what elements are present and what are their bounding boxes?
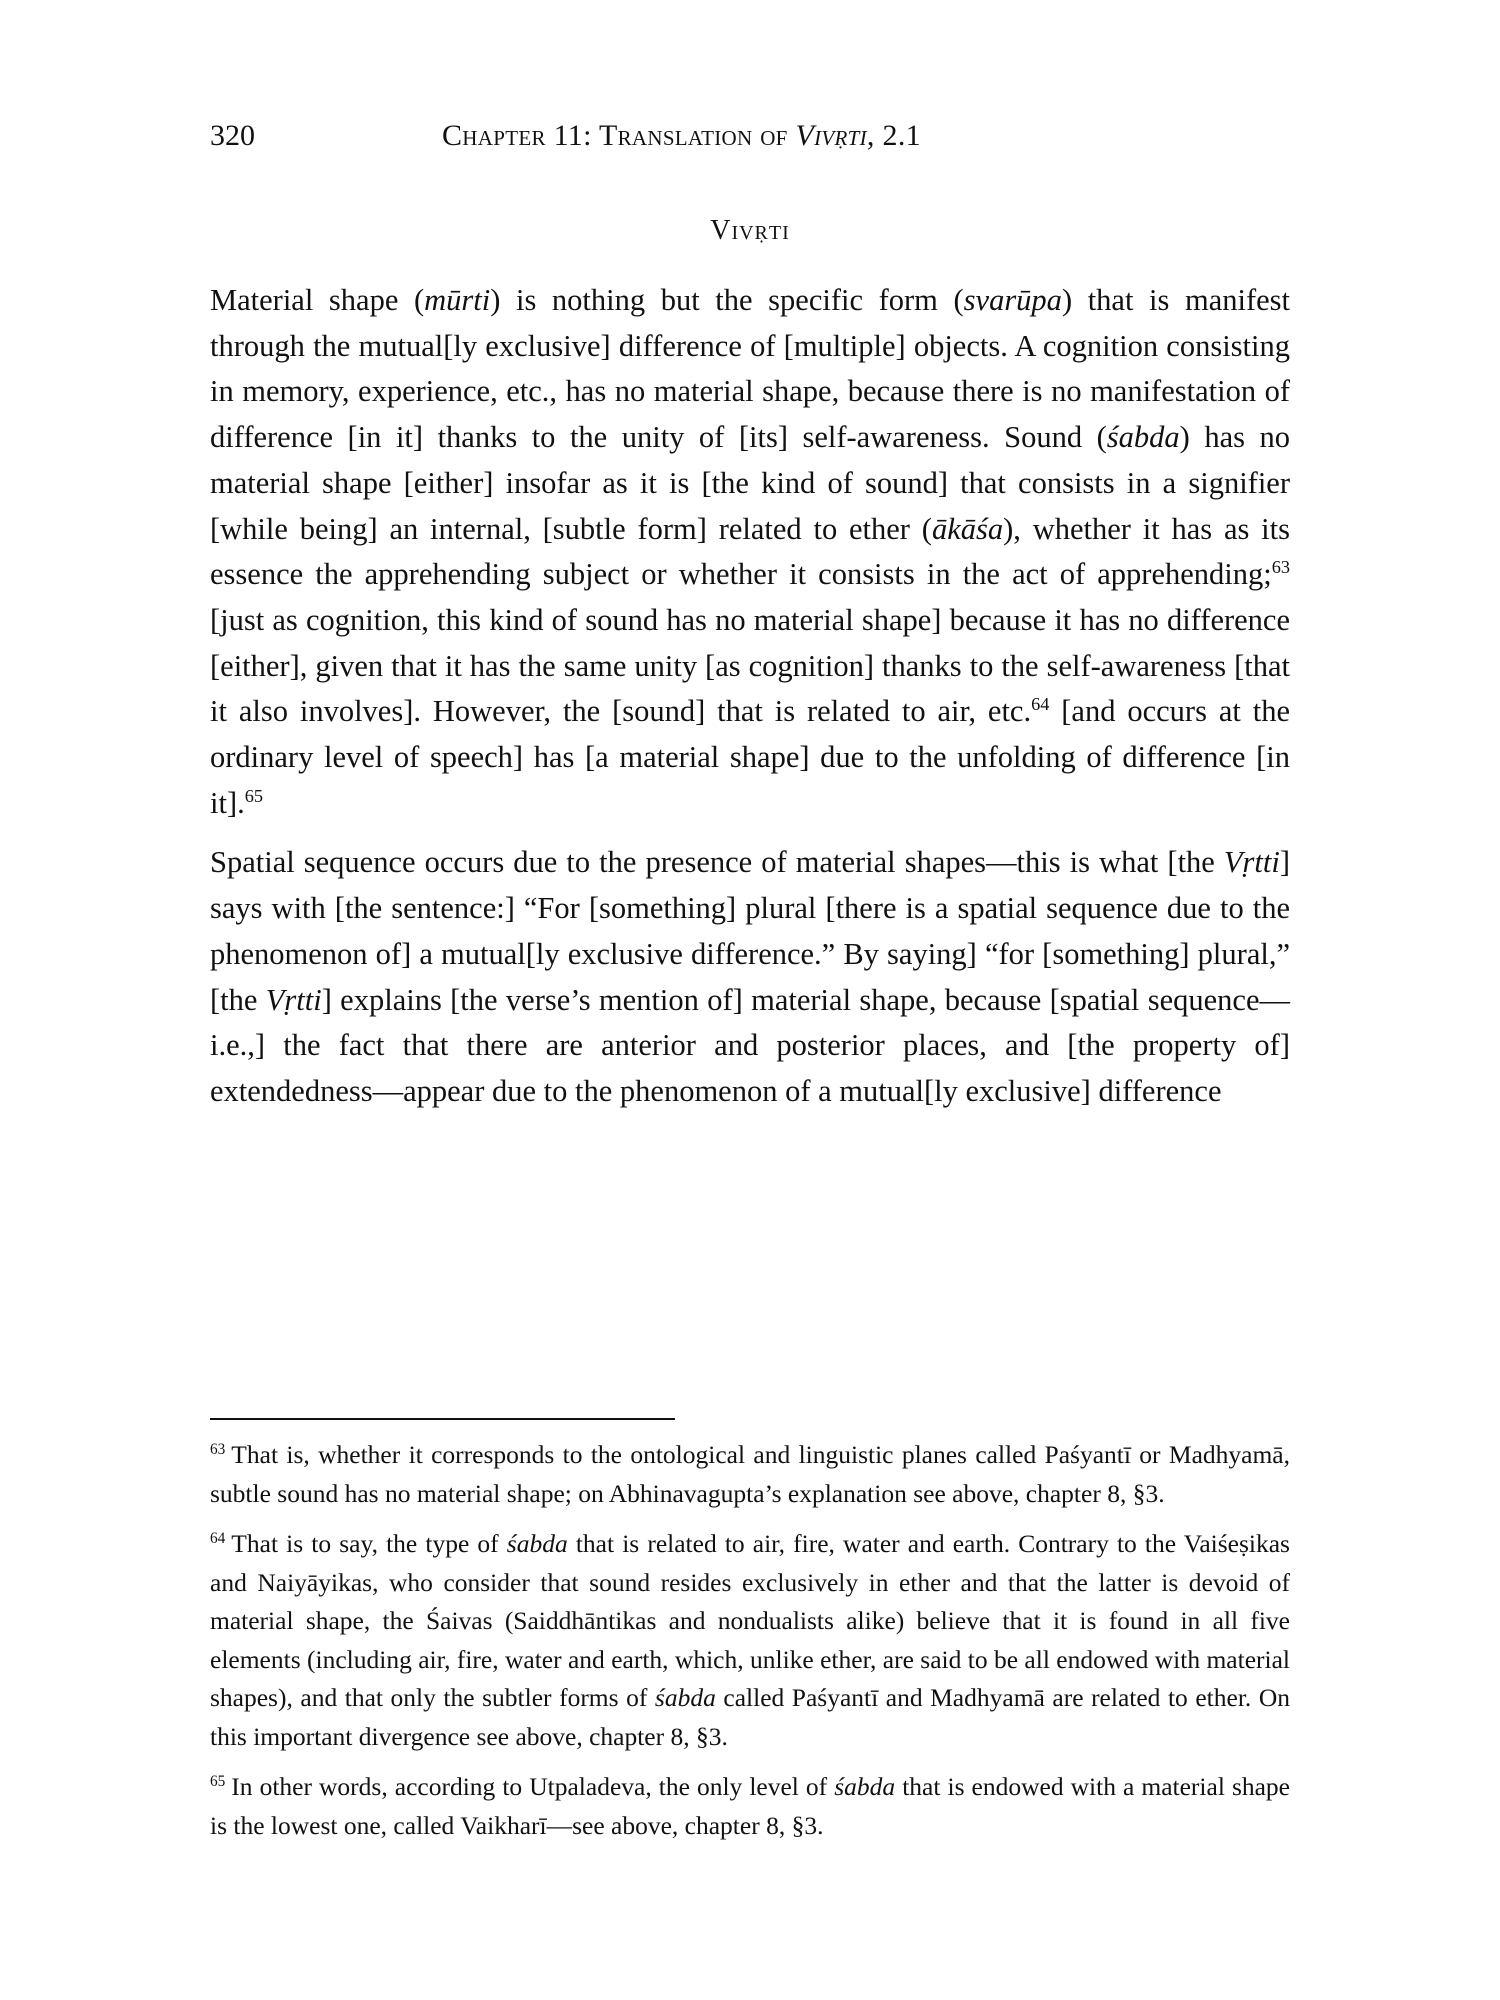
text-run: that is endowed with a material shape is the lowest one, called Vaikharī—see above, chapter 8, §3. (210, 1772, 1291, 1840)
text-run: ] says with [the sentence:] “For [something] plural [there is a spatial sequence due to the phenomenon of] a mutual[ly exclusive difference.” By saying] “for [something] plural,” [the (210, 845, 1290, 1017)
italic-term: śabda (506, 1529, 568, 1558)
footnote-text (210, 1529, 1290, 1751)
footnote-number: 64 (210, 1529, 226, 1547)
chapter-suffix: , 2.1 (866, 119, 921, 152)
section-title: Vivṛti (710, 215, 790, 246)
footnote (210, 1525, 1290, 1756)
footnote-number: 65 (210, 1772, 226, 1790)
italic-term: śabda (834, 1772, 896, 1801)
text-run: ) has no material shape [either] insofar as it is [the kind of sound] that consists in a signifier [while being] an internal, [subtle form] related to ether ( (210, 420, 1290, 546)
chapter-label: Chapter 11: Translation of (442, 119, 796, 152)
italic-term: mūrti (424, 283, 491, 317)
footnote-separator (210, 1418, 675, 1420)
italic-term: śabda (654, 1683, 716, 1712)
text-run: called Paśyantī and Madhyamā are related to ether. On this important divergence see above, chapter 8, §3. (210, 1683, 1290, 1751)
text-run: that is related to air, fire, water and earth. Contrary to the Vaiśeṣikas and Naiyāyikas, who consider that sound resides exclusively in ether and that the latter is devoid of material shape, the Śaivas (Saiddhāntikas and nondualists alike) believe that it is found in all five elements (including air, fire, water and earth, which, unlike ether, are said to be all endowed with material shapes), and that only the subtler forms of (210, 1529, 1290, 1712)
italic-term: Vṛtti (265, 982, 322, 1017)
footnote-text (210, 1772, 1290, 1840)
footnote (210, 1436, 1290, 1513)
text-run: In other words, according to Utpaladeva, the only level of (231, 1772, 835, 1801)
text-run: [just as cognition, this kind of sound has no material shape] because it has no difference [either], given that it has the same unity [as cognition] thanks to the self-awareness [that it also involves]. However, the [sound] that is related to air, etc. (210, 602, 1290, 729)
text-run: [and occurs at the ordinary level of speech] has [a material shape] due to the unfolding of difference [in it]. (210, 694, 1290, 820)
text-run: ) that is manifest through the mutual[ly exclusive] difference of [multiple] objects. A cognition consisting in memory, experience, etc., has no material shape, because there is no manifestation of difference [in it] thanks to the unity of [its] self-awareness. Sound ( (210, 283, 1290, 455)
text-run: That is to say, the type of (231, 1529, 507, 1558)
text-run: That is, whether it corresponds to the ontological and linguistic planes called Paśyantī or Madhyamā, subtle sound has no material shape; on Abhinavagupta’s explanation see above, chapter 8, §3. (210, 1440, 1290, 1508)
footnotes (210, 1436, 1290, 1857)
text-run: ) is nothing but the specific form ( (490, 283, 964, 317)
page-number: 320 (210, 119, 255, 152)
italic-term: Vṛtti (1223, 845, 1280, 880)
footnote-reference: 63 (1271, 557, 1290, 578)
footnote-reference: 65 (244, 785, 264, 806)
footnote-text (210, 1440, 1290, 1508)
text-run: Spatial sequence occurs due to the presence of material shapes—this is what [the (210, 845, 1224, 880)
italic-term: śabda (1106, 420, 1180, 455)
chapter-heading (442, 118, 921, 154)
paragraph-2 (210, 840, 1290, 1114)
chapter-title-italic: Vivṛti (795, 119, 867, 152)
italic-term: svarūpa (963, 283, 1062, 317)
footnote-reference: 64 (1031, 694, 1050, 715)
italic-term: ākāśa (931, 511, 1004, 546)
text-run: ] explains [the verse’s mention of] material shape, because [spatial sequence—i.e.,] the fact that there are anterior and posterior places, and [the property of] extendedness—appear due to the phenomenon of a mutual[ly exclusive] difference (210, 982, 1291, 1108)
paragraph-1 (210, 278, 1290, 826)
text-run: Material shape ( (210, 283, 425, 317)
footnote (210, 1768, 1290, 1845)
footnote-number: 63 (210, 1440, 226, 1458)
text-run: ), whether it has as its essence the apprehending subject or whether it consists in the act of apprehending; (210, 511, 1290, 592)
main-text (210, 278, 1290, 1129)
